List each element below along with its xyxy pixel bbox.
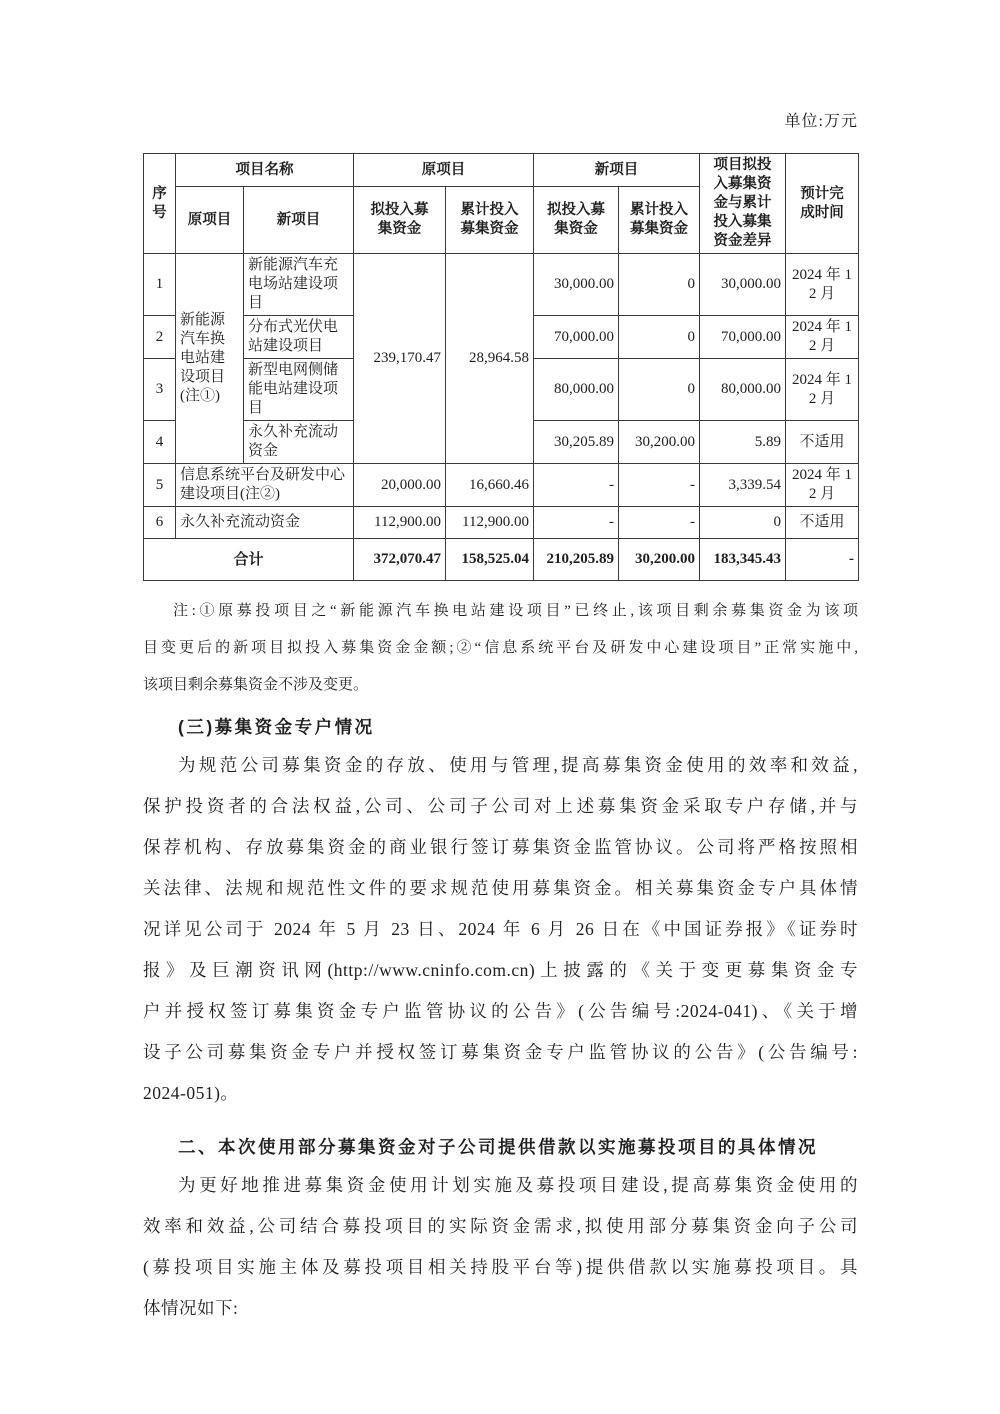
col-header-project-name: 项目名称 bbox=[176, 154, 354, 187]
text-line: 为更好地推进募集资金使用计划实施及募投项目建设,提高募集资金使用的 bbox=[178, 1175, 858, 1195]
text-line: 2024-051)。 bbox=[143, 1083, 239, 1103]
seq-cell: 6 bbox=[144, 507, 176, 539]
seq-cell: 1 bbox=[144, 254, 176, 316]
project-name-cell: 信息系统平台及研发中心建设项目(注②) bbox=[176, 464, 354, 507]
completion-cell: 不适用 bbox=[786, 507, 859, 539]
col-header-diff: 项目拟投入募集资金与累计投入募集资金差异 bbox=[700, 154, 786, 254]
table-row bbox=[144, 464, 859, 507]
seq-cell: 5 bbox=[144, 464, 176, 507]
diff-cell: 0 bbox=[700, 507, 786, 539]
new-accum-cell: 0 bbox=[619, 316, 700, 359]
orig-planned-cell: 239,170.47 bbox=[354, 254, 446, 464]
orig-project-cell: 新能源汽车换电站建设项目(注①) bbox=[176, 254, 244, 464]
table-note bbox=[143, 593, 858, 704]
completion-cell: 2024 年 12 月 bbox=[786, 464, 859, 507]
new-accum-cell: 30,200.00 bbox=[619, 421, 700, 464]
text-line: 该项目剩余募集资金不涉及变更。 bbox=[143, 677, 369, 693]
section-loan-paragraph bbox=[143, 1165, 858, 1329]
diff-cell: 80,000.00 bbox=[700, 359, 786, 421]
total-completion-cell: - bbox=[786, 539, 859, 581]
total-orig-planned-cell: 372,070.47 bbox=[354, 539, 446, 581]
col-header-planned-orig: 拟投入募集资金 bbox=[354, 187, 446, 254]
new-planned-cell: 30,000.00 bbox=[534, 254, 619, 316]
text-line: 为规范公司募集资金的存放、使用与管理,提高募集资金使用的效率和效益, bbox=[178, 755, 858, 775]
new-planned-cell: - bbox=[534, 507, 619, 539]
new-project-cell: 永久补充流动资金 bbox=[244, 421, 354, 464]
fund-projects-table bbox=[143, 153, 859, 581]
total-new-planned-cell: 210,205.89 bbox=[534, 539, 619, 581]
text-line: 设子公司募集资金专户并授权签订募集资金专户监管协议的公告》(公告编号: bbox=[143, 1042, 858, 1062]
new-project-cell: 新能源汽车充电场站建设项目 bbox=[244, 254, 354, 316]
diff-cell: 30,000.00 bbox=[700, 254, 786, 316]
new-accum-cell: - bbox=[619, 464, 700, 507]
total-orig-accum-cell: 158,525.04 bbox=[446, 539, 534, 581]
diff-cell: 70,000.00 bbox=[700, 316, 786, 359]
orig-accum-cell: 16,660.46 bbox=[446, 464, 534, 507]
col-header-planned-new: 拟投入募集资金 bbox=[534, 187, 619, 254]
text-line: 关法律、法规和规范性文件的要求规范使用募集资金。相关募集资金专户具体情 bbox=[143, 878, 858, 898]
unit-label: 单位:万元 bbox=[784, 113, 858, 130]
new-planned-cell: 70,000.00 bbox=[534, 316, 619, 359]
completion-cell: 2024 年 12 月 bbox=[786, 254, 859, 316]
orig-planned-cell: 20,000.00 bbox=[354, 464, 446, 507]
new-planned-cell: 80,000.00 bbox=[534, 359, 619, 421]
section-heading-funds-account: (三)募集资金专户情况 bbox=[178, 717, 375, 737]
new-project-cell: 新型电网侧储能电站建设项目 bbox=[244, 359, 354, 421]
completion-cell: 不适用 bbox=[786, 421, 859, 464]
total-diff-cell: 183,345.43 bbox=[700, 539, 786, 581]
table-total-row bbox=[144, 539, 859, 581]
text-line: 况详见公司于 2024 年 5 月 23 日、2024 年 6 月 26 日在《中国证券报》《证券时 bbox=[143, 919, 858, 939]
seq-cell: 4 bbox=[144, 421, 176, 464]
orig-planned-cell: 112,900.00 bbox=[354, 507, 446, 539]
col-header-orig-group: 原项目 bbox=[354, 154, 534, 187]
table-header-row-1 bbox=[144, 154, 859, 187]
col-header-seq: 序号 bbox=[144, 154, 176, 254]
new-planned-cell: - bbox=[534, 464, 619, 507]
text-line: 户并授权签订募集资金专户监管协议的公告》(公告编号:2024-041)、《关于增 bbox=[143, 1001, 858, 1021]
col-header-orig-project: 原项目 bbox=[176, 187, 244, 254]
text-line: 目变更后的新项目拟投入募集资金金额;②“信息系统平台及研发中心建设项目”正常实施中, bbox=[143, 640, 858, 656]
section-funds-account-paragraph bbox=[143, 745, 858, 1114]
new-accum-cell: - bbox=[619, 507, 700, 539]
new-project-cell: 分布式光伏电站建设项目 bbox=[244, 316, 354, 359]
text-line: 保护投资者的合法权益,公司、公司子公司对上述募集资金采取专户存储,并与 bbox=[143, 796, 858, 816]
text-line: 体情况如下: bbox=[143, 1298, 239, 1318]
col-header-new-project: 新项目 bbox=[244, 187, 354, 254]
diff-cell: 5.89 bbox=[700, 421, 786, 464]
seq-cell: 3 bbox=[144, 359, 176, 421]
orig-accum-cell: 28,964.58 bbox=[446, 254, 534, 464]
text-line: 报》及巨潮资讯网(http://www.cninfo.com.cn)上披露的《关于变更募集资金专 bbox=[143, 960, 858, 980]
table-row bbox=[144, 507, 859, 539]
seq-cell: 2 bbox=[144, 316, 176, 359]
completion-cell: 2024 年 12 月 bbox=[786, 316, 859, 359]
table-row bbox=[144, 254, 859, 316]
col-header-new-group: 新项目 bbox=[534, 154, 700, 187]
col-header-accum-new: 累计投入募集资金 bbox=[619, 187, 700, 254]
project-name-cell: 永久补充流动资金 bbox=[176, 507, 354, 539]
diff-cell: 3,339.54 bbox=[700, 464, 786, 507]
text-line: (募投项目实施主体及募投项目相关持股平台等)提供借款以实施募投项目。具 bbox=[143, 1257, 858, 1277]
completion-cell: 2024 年 12 月 bbox=[786, 359, 859, 421]
new-accum-cell: 0 bbox=[619, 359, 700, 421]
text-line: 注:①原募投项目之“新能源汽车换电站建设项目”已终止,该项目剩余募集资金为该项 bbox=[173, 603, 858, 619]
col-header-accum-orig: 累计投入募集资金 bbox=[446, 187, 534, 254]
new-planned-cell: 30,205.89 bbox=[534, 421, 619, 464]
orig-accum-cell: 112,900.00 bbox=[446, 507, 534, 539]
section-heading-loan-to-subsidiaries: 二、本次使用部分募集资金对子公司提供借款以实施募投项目的具体情况 bbox=[178, 1137, 818, 1157]
text-line: 效率和效益,公司结合募投项目的实际资金需求,拟使用部分募集资金向子公司 bbox=[143, 1216, 858, 1236]
total-new-accum-cell: 30,200.00 bbox=[619, 539, 700, 581]
total-label-cell: 合计 bbox=[144, 539, 354, 581]
col-header-completion: 预计完成时间 bbox=[786, 154, 859, 254]
new-accum-cell: 0 bbox=[619, 254, 700, 316]
text-line: 保荐机构、存放募集资金的商业银行签订募集资金监管协议。公司将严格按照相 bbox=[143, 837, 858, 857]
